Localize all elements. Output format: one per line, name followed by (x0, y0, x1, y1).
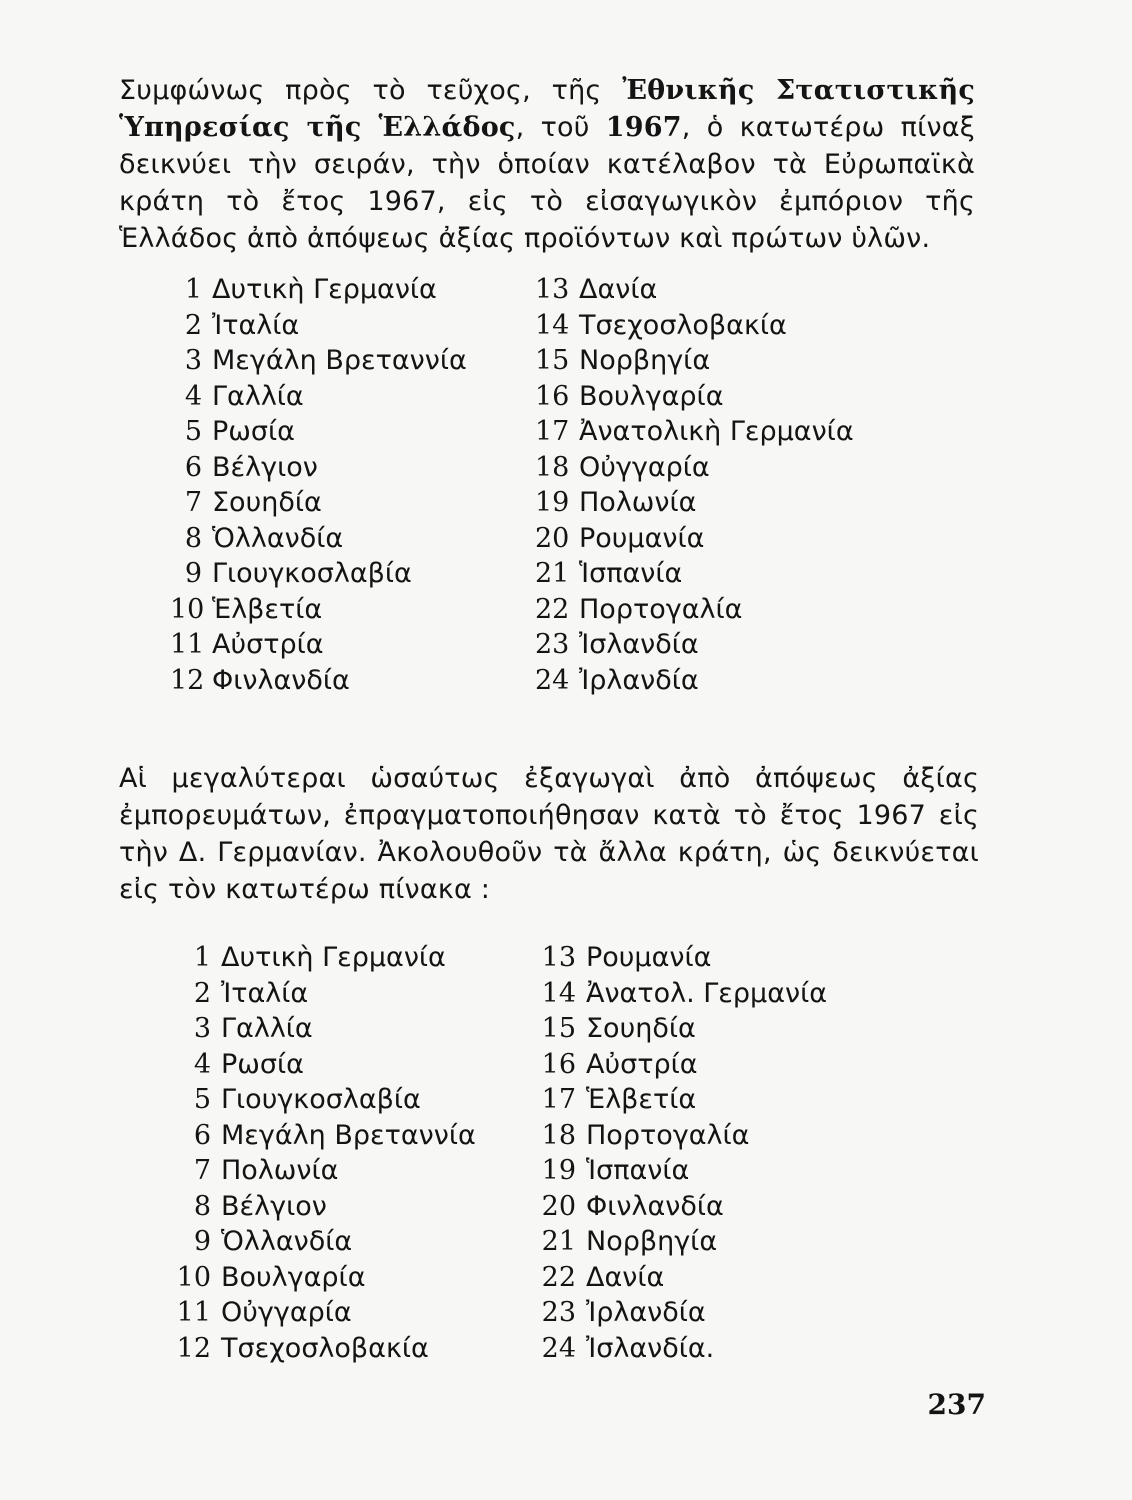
list-item (175, 1224, 476, 1260)
list-item (540, 1260, 827, 1296)
rank-number: 17 (535, 416, 570, 447)
rank-number: 12 (176, 1332, 211, 1364)
list-item (170, 556, 467, 592)
rank-number: 3 (193, 1013, 211, 1044)
country-name: Τσεχοσλοβακία (579, 309, 787, 341)
import-ranking-left-column (170, 272, 467, 698)
list-item (535, 272, 854, 308)
rank-number: 18 (535, 451, 570, 483)
country-name: Ὁλλανδία (212, 522, 344, 554)
list-item (535, 343, 854, 379)
rank-number: 19 (541, 1155, 576, 1186)
rank-number: 22 (535, 593, 570, 625)
country-name: Φινλανδία (212, 664, 350, 696)
rank-number: 13 (535, 274, 570, 305)
list-item (540, 940, 827, 976)
country-name: Ρωσία (212, 416, 295, 447)
rank-number: 24 (535, 664, 570, 696)
list-item (540, 976, 827, 1012)
list-item (175, 1047, 476, 1083)
list-item (175, 1189, 476, 1225)
intro-text-1: Συμφώνως πρὸς τὸ τεῦχος, τῆς (119, 75, 623, 106)
rank-number: 4 (193, 1048, 211, 1080)
country-name: Ἰρλανδία (586, 1297, 706, 1328)
page-number: 237 (927, 1388, 986, 1421)
rank-number: 6 (184, 451, 202, 483)
list-item (170, 521, 467, 557)
country-name: Βουλγαρία (221, 1261, 366, 1293)
list-item (170, 308, 467, 344)
rank-number: 12 (170, 664, 205, 696)
rank-number: 24 (541, 1332, 576, 1364)
list-item (175, 1011, 476, 1047)
intro-paragraph (119, 72, 975, 257)
rank-number: 10 (176, 1261, 211, 1293)
rank-number: 15 (535, 345, 570, 376)
rank-number: 16 (541, 1048, 576, 1080)
country-name: Ἑλβετία (586, 1084, 697, 1115)
rank-number: 3 (184, 345, 202, 376)
list-item (535, 379, 854, 415)
country-name: Ἰσλανδία. (586, 1332, 715, 1364)
country-name: Νορβηγία (579, 345, 711, 376)
country-name: Γαλλία (212, 380, 304, 412)
list-item (175, 1295, 476, 1331)
country-name: Πολωνία (579, 487, 697, 518)
rank-number: 1 (193, 942, 211, 973)
list-item (540, 1295, 827, 1331)
list-item (175, 1331, 476, 1367)
country-name: Σουηδία (212, 487, 322, 518)
rank-number: 21 (535, 558, 570, 589)
list-item (540, 1224, 827, 1260)
export-ranking-right-column (540, 940, 827, 1366)
country-name: Δυτικὴ Γερμανία (221, 942, 446, 973)
rank-number: 23 (541, 1297, 576, 1328)
rank-number: 7 (193, 1155, 211, 1186)
list-item (535, 521, 854, 557)
country-name: Πολωνία (221, 1155, 339, 1186)
list-item (540, 1331, 827, 1367)
list-item (540, 1011, 827, 1047)
rank-number: 20 (535, 522, 570, 554)
country-name: Ἱσπανία (579, 558, 683, 589)
country-name: Αὐστρία (212, 629, 324, 660)
country-name: Ἰρλανδία (579, 664, 699, 696)
country-name: Γαλλία (221, 1013, 313, 1044)
list-item (535, 663, 854, 699)
list-item (535, 592, 854, 628)
list-item (170, 485, 467, 521)
list-item (540, 1153, 827, 1189)
country-name: Ὁλλανδία (221, 1226, 353, 1257)
list-item (170, 414, 467, 450)
list-item (540, 1118, 827, 1154)
country-name: Ρουμανία (579, 522, 705, 554)
rank-number: 2 (193, 977, 211, 1009)
rank-number: 8 (193, 1190, 211, 1222)
list-item (175, 1153, 476, 1189)
country-name: Φινλανδία (586, 1190, 724, 1222)
rank-number: 16 (535, 380, 570, 412)
country-name: Ἱσπανία (586, 1155, 690, 1186)
list-item (170, 627, 467, 663)
list-item (170, 450, 467, 486)
list-item (175, 1082, 476, 1118)
country-name: Βέλγιον (212, 451, 318, 483)
country-name: Δανία (586, 1261, 665, 1293)
rank-number: 20 (541, 1190, 576, 1222)
rank-number: 22 (541, 1261, 576, 1293)
rank-number: 9 (184, 558, 202, 589)
rank-number: 5 (193, 1084, 211, 1115)
source-name: Ἐθνικῆς Στατιστικῆς Ὑπηρεσίας τῆς Ἑλλάδος (119, 75, 975, 143)
country-name: Οὐγγαρία (221, 1297, 352, 1328)
country-name: Γιουγκοσλαβία (212, 558, 412, 589)
source-year: 1967 (605, 112, 682, 143)
country-name: Βέλγιον (221, 1190, 327, 1222)
country-name: Ρουμανία (586, 942, 712, 973)
rank-number: 9 (193, 1226, 211, 1257)
list-item (175, 940, 476, 976)
country-name: Νορβηγία (586, 1226, 718, 1257)
rank-number: 5 (184, 416, 202, 447)
rank-number: 2 (184, 309, 202, 341)
country-name: Πορτογαλία (586, 1119, 750, 1151)
country-name: Πορτογαλία (579, 593, 743, 625)
list-item (175, 976, 476, 1012)
export-ranking-left-column (175, 940, 476, 1366)
rank-number: 19 (535, 487, 570, 518)
country-name: Ἰσλανδία (579, 629, 699, 660)
rank-number: 15 (541, 1013, 576, 1044)
rank-number: 7 (184, 487, 202, 518)
list-item (535, 414, 854, 450)
list-item (170, 663, 467, 699)
country-name: Ἰταλία (221, 977, 309, 1009)
list-item (540, 1189, 827, 1225)
intro-text-2: , τοῦ (515, 112, 606, 143)
country-name: Ἰταλία (212, 309, 300, 341)
country-name: Ἀνατολικὴ Γερμανία (579, 416, 854, 447)
country-name: Δυτικὴ Γερμανία (212, 274, 437, 305)
list-item (535, 485, 854, 521)
list-item (540, 1082, 827, 1118)
list-item (535, 627, 854, 663)
intro-text-3: , ὁ κατωτέρω πίναξ δεικνύει τὴν σειράν, τὴν ὁποίαν κατέλαβον τὰ Εὐρωπαϊκὰ κράτη τὸ ἔτος 1967, εἰς τὸ εἰσαγωγικὸν ἐμπόριον τῆς Ἑλλάδος ἀπὸ ἀπόψεως ἀξίας προϊόντων καὶ πρώτων ὑλῶν. (119, 112, 975, 254)
list-item (535, 450, 854, 486)
country-name: Σουηδία (586, 1013, 696, 1044)
rank-number: 4 (184, 380, 202, 412)
list-item (170, 343, 467, 379)
list-item (170, 592, 467, 628)
rank-number: 6 (193, 1119, 211, 1151)
country-name: Ἀνατολ. Γερμανία (586, 977, 828, 1009)
country-name: Γιουγκοσλαβία (221, 1084, 421, 1115)
rank-number: 10 (170, 593, 205, 625)
country-name: Τσεχοσλοβακία (221, 1332, 429, 1364)
country-name: Δανία (579, 274, 658, 305)
export-paragraph: Αἱ μεγαλύτεραι ὡσαύτως ἐξαγωγαὶ ἀπὸ ἀπόψεως ἀξίας ἐμπορευμάτων, ἐπραγματοποιήθησαν κατὰ τὸ ἔτος 1967 εἰς τὴν Δ. Γερμανίαν. Ἀκολουθοῦν τὰ ἄλλα κράτη, ὡς δεικνύεται εἰς τὸν κατωτέρω πίνακα : (119, 763, 979, 905)
rank-number: 8 (184, 522, 202, 554)
country-name: Αὐστρία (586, 1048, 698, 1080)
list-item (170, 379, 467, 415)
country-name: Ἑλβετία (212, 593, 323, 625)
rank-number: 13 (541, 942, 576, 973)
list-item (175, 1118, 476, 1154)
rank-number: 14 (535, 309, 570, 341)
list-item (540, 1047, 827, 1083)
rank-number: 17 (541, 1084, 576, 1115)
rank-number: 11 (170, 629, 205, 660)
import-ranking-right-column (535, 272, 854, 698)
rank-number: 1 (184, 274, 202, 305)
list-item (175, 1260, 476, 1296)
country-name: Οὐγγαρία (579, 451, 710, 483)
rank-number: 23 (535, 629, 570, 660)
list-item (170, 272, 467, 308)
country-name: Μεγάλη Βρεταννία (212, 345, 467, 376)
rank-number: 14 (541, 977, 576, 1009)
rank-number: 18 (541, 1119, 576, 1151)
list-item (535, 308, 854, 344)
rank-number: 11 (176, 1297, 211, 1328)
rank-number: 21 (541, 1226, 576, 1257)
country-name: Βουλγαρία (579, 380, 724, 412)
country-name: Ρωσία (221, 1048, 304, 1080)
list-item (535, 556, 854, 592)
country-name: Μεγάλη Βρεταννία (221, 1119, 476, 1151)
